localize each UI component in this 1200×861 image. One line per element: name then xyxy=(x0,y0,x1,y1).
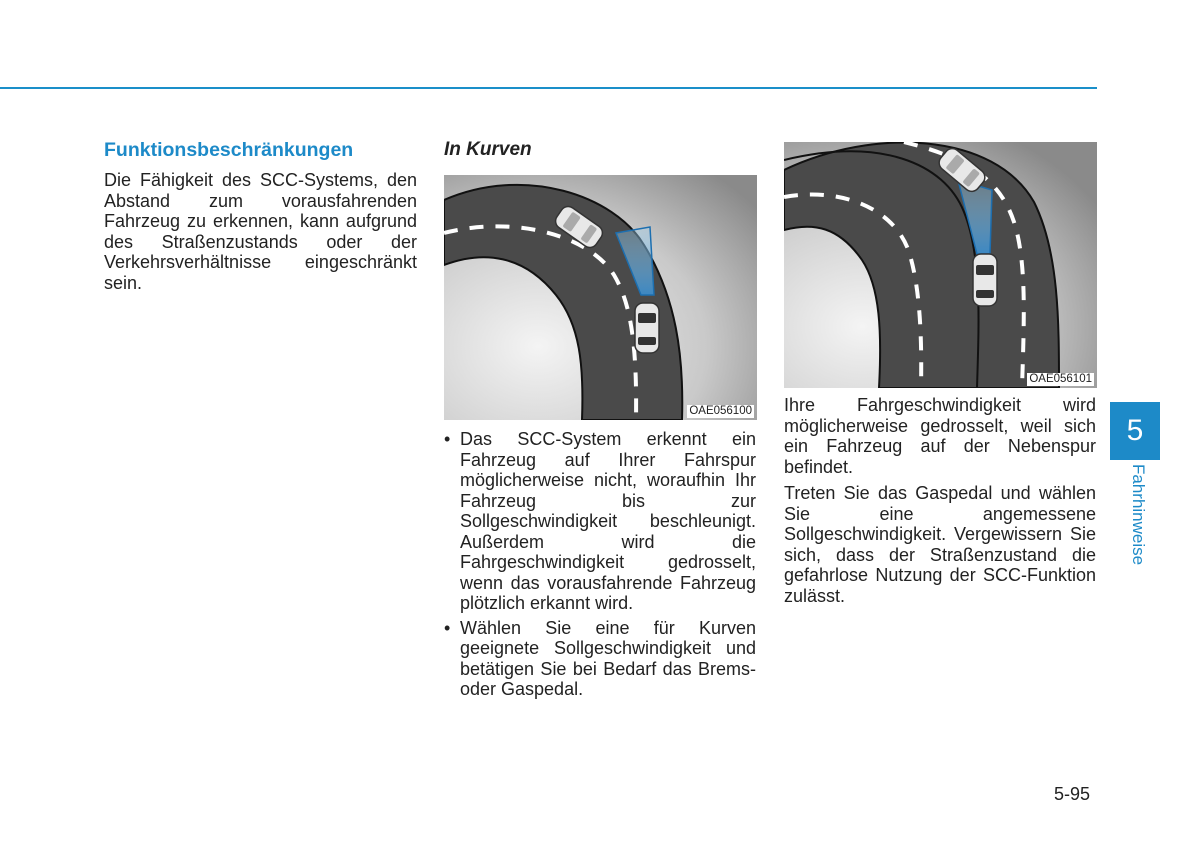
figure-code: OAE056101 xyxy=(1029,373,1092,385)
limitations-paragraph: Die Fähigkeit des SCC-Systems, den Abstand zum vorausfahrenden Fahrzeug zu erkennen, kann aufgrund des Straßenzustands oder der Verkehrsverhältnisse eingeschränkt sein. xyxy=(104,170,417,293)
list-item xyxy=(444,618,756,700)
middle-column xyxy=(444,429,756,704)
left-column xyxy=(104,170,417,293)
curve-bullet-list xyxy=(444,429,756,700)
figure-code: OAE056100 xyxy=(689,405,752,417)
ego-vehicle-icon xyxy=(635,303,659,353)
list-item xyxy=(444,429,756,614)
chapter-label: Fahrhinweise xyxy=(1129,464,1148,566)
page-number: 5-95 xyxy=(1054,784,1091,804)
adjacent-paragraph-2: Treten Sie das Gaspedal und wählen Sie eine angemessene Sollgeschwindigkeit. Vergewissern Sie sich, dass der Straßenzustand die gefahrlose Nutzung der SCC-Funktion zulässt. xyxy=(784,483,1096,606)
bullet-text: Wählen Sie eine für Kurven geeignete Sollgeschwindigkeit und betätigen Sie bei Bedarf das Brems- oder Gaspedal. xyxy=(460,617,756,699)
adjacent-road-svg xyxy=(784,142,1097,388)
adjacent-lane-illustration xyxy=(784,142,1097,388)
curve-illustration xyxy=(444,175,757,420)
curves-heading: In Kurven xyxy=(444,139,532,160)
section-heading: Funktionsbeschränkungen xyxy=(104,139,354,161)
ego-vehicle-icon xyxy=(973,254,997,306)
chapter-number-tab: 5 xyxy=(1110,402,1160,460)
adjacent-paragraph-1: Ihre Fahrgeschwindigkeit wird möglicherweise gedrosselt, weil sich ein Fahrzeug auf der Nebenspur befindet. xyxy=(784,395,1096,477)
header-rule xyxy=(0,87,1097,89)
bullet-text: Das SCC-System erkennt ein Fahrzeug auf Ihrer Fahrspur möglicherweise nicht, woraufhin Ihr Fahrzeug bis zur Sollgeschwindigkeit beschleunigt. Außerdem wird die Fahrgeschwindigkeit gedrosselt, wenn das vorausfahrende Fahrzeug plötzlich erkannt wird. xyxy=(460,429,756,613)
right-column xyxy=(784,395,1096,606)
bullet-glyph: • xyxy=(444,429,451,449)
bullet-glyph: • xyxy=(444,617,451,638)
curve-road-svg xyxy=(444,175,757,420)
